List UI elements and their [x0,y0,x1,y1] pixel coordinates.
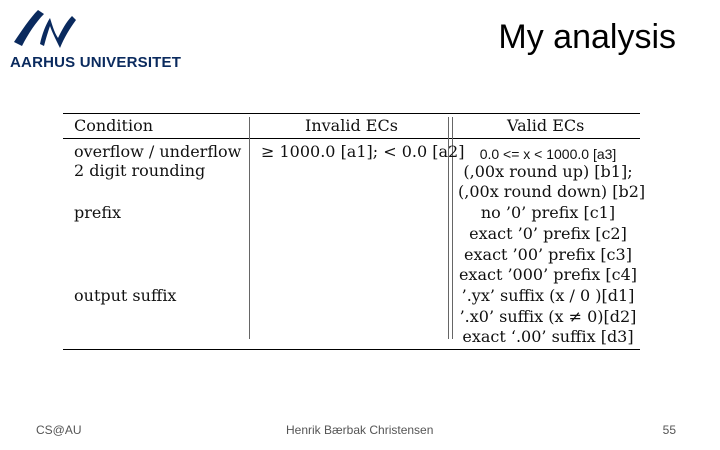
invalid-ec-cell: ≥ 1000.0 [a1]; < 0.0 [a2] [261,142,465,161]
equivalence-class-table [63,113,646,350]
page-number: 55 [662,423,676,437]
column-divider [249,117,250,339]
au-seal-icon [10,8,78,50]
valid-ec-cell: exact ’0’ prefix [c2] [469,224,627,243]
header-invalid-ecs: Invalid ECs [305,116,398,135]
valid-ec-cell: no ’0’ prefix [c1] [480,203,616,222]
valid-ec-cell: exact ‘.00’ suffix [d3] [462,327,634,346]
condition-cell: overflow / underflow [74,142,242,161]
valid-ec-cell: (,00x round down) [b2] [458,182,646,201]
header-condition: Condition [74,116,154,135]
valid-ec-cell: ’.x0’ suffix (x ≠ 0)[d2] [459,307,637,326]
valid-ec-cell: exact ’000’ prefix [c4] [458,265,638,284]
condition-cell: output suffix [74,286,177,305]
slide-title: My analysis [498,18,676,56]
condition-cell: prefix [74,203,122,222]
header-valid-ecs: Valid ECs [507,116,585,135]
footer-author: Henrik Bærbak Christensen [286,423,434,437]
university-name: AARHUS UNIVERSITET [10,54,182,71]
valid-ec-cell: (,00x round up) [b1]; [463,162,633,181]
valid-ec-cell: ’.yx’ suffix (x / 0 )[d1] [461,286,635,305]
table-header-rule [63,138,640,139]
condition-cell: 2 digit rounding [74,161,206,180]
aarhus-logo [10,8,180,70]
table-top-rule [63,113,640,114]
valid-ec-cell: 0.0 <= x < 1000.0 [a3] [479,146,617,162]
footer-course: CS@AU [36,423,82,437]
valid-ec-cell: exact ’00’ prefix [c3] [464,245,632,264]
